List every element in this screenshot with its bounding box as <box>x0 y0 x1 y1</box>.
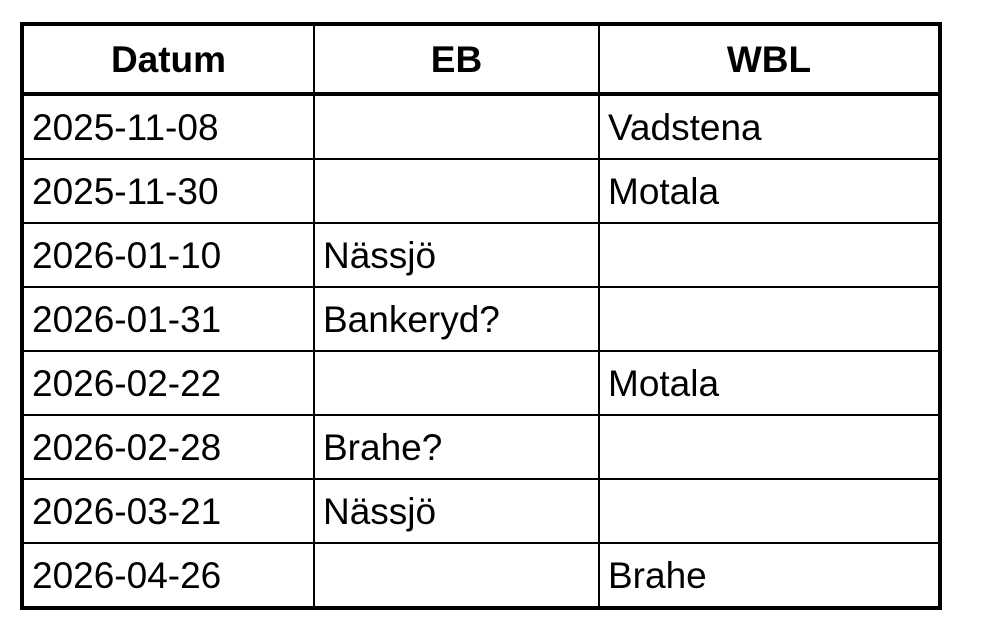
column-header-eb: EB <box>314 24 599 94</box>
cell-eb: Nässjö <box>314 479 599 543</box>
table-row <box>22 223 940 287</box>
table-header <box>22 24 940 94</box>
cell-wbl <box>599 223 940 287</box>
cell-datum: 2026-02-22 <box>22 351 314 415</box>
cell-wbl <box>599 415 940 479</box>
table-row <box>22 351 940 415</box>
cell-wbl: Brahe <box>599 543 940 608</box>
cell-datum: 2026-04-26 <box>22 543 314 608</box>
table-body <box>22 94 940 608</box>
cell-datum: 2026-01-31 <box>22 287 314 351</box>
table-row <box>22 94 940 159</box>
cell-eb: Nässjö <box>314 223 599 287</box>
cell-eb <box>314 94 599 159</box>
cell-datum: 2026-03-21 <box>22 479 314 543</box>
cell-datum: 2025-11-08 <box>22 94 314 159</box>
cell-eb <box>314 543 599 608</box>
table-row <box>22 543 940 608</box>
column-header-wbl: WBL <box>599 24 940 94</box>
table-row <box>22 479 940 543</box>
table-row <box>22 287 940 351</box>
cell-eb <box>314 351 599 415</box>
table-row <box>22 415 940 479</box>
cell-wbl: Motala <box>599 159 940 223</box>
cell-eb: Brahe? <box>314 415 599 479</box>
cell-datum: 2025-11-30 <box>22 159 314 223</box>
table-row <box>22 159 940 223</box>
cell-datum: 2026-01-10 <box>22 223 314 287</box>
cell-wbl <box>599 287 940 351</box>
cell-eb: Bankeryd? <box>314 287 599 351</box>
column-header-datum: Datum <box>22 24 314 94</box>
cell-datum: 2026-02-28 <box>22 415 314 479</box>
table-header-row <box>22 24 940 94</box>
cell-eb <box>314 159 599 223</box>
schedule-table-container <box>20 22 942 610</box>
cell-wbl: Motala <box>599 351 940 415</box>
cell-wbl: Vadstena <box>599 94 940 159</box>
schedule-table <box>20 22 942 610</box>
cell-wbl <box>599 479 940 543</box>
